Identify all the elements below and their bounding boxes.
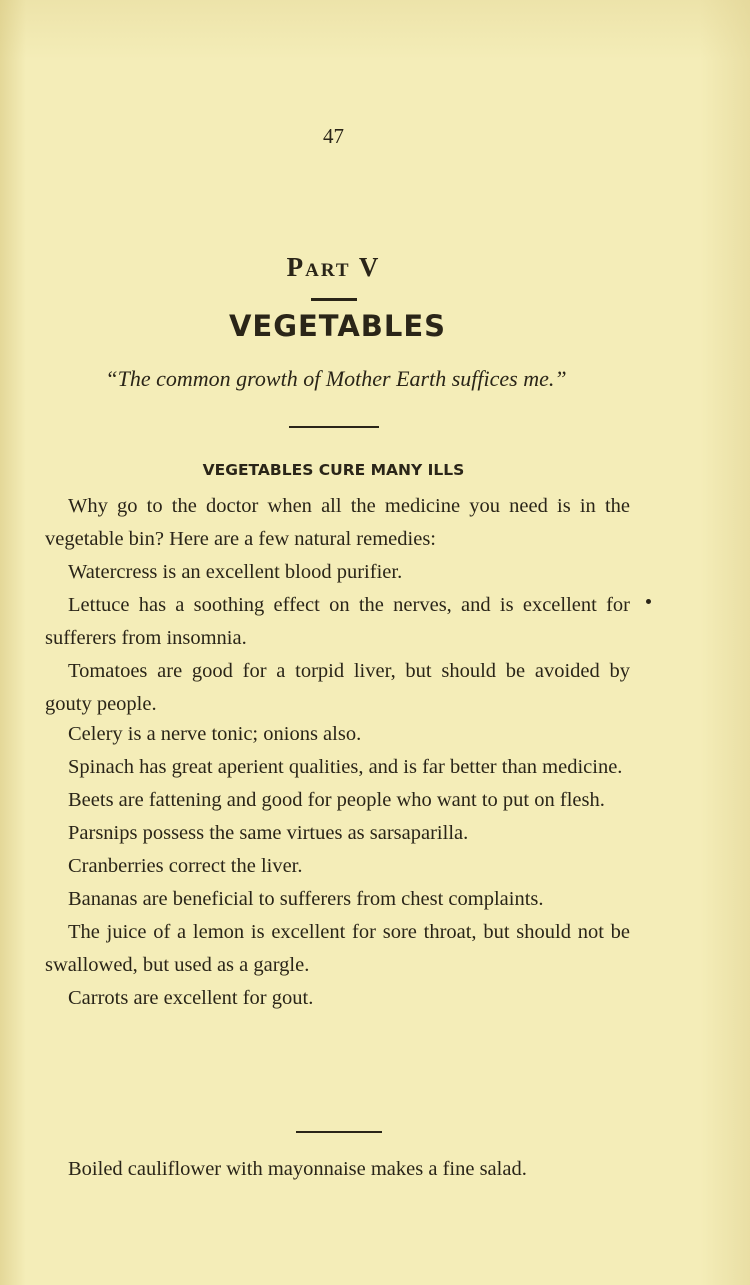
paragraph: Carrots are excellent for gout. (68, 987, 314, 1009)
closing-line: Boiled cauliflower with mayonnaise makes a fine salad. (68, 1158, 527, 1180)
paragraph: Lettuce has a soothing effect on the nerves, and is excellent for sufferers from insomnia. (45, 594, 630, 649)
paragraph: Bananas are beneficial to sufferers from chest complaints. (68, 888, 544, 910)
subheading: VEGETABLES CURE MANY ILLS (202, 461, 465, 479)
page-number: 47 (323, 124, 344, 148)
paragraph: The juice of a lemon is excellent for sore throat, but should not be swallowed, but used as a gargle. (45, 921, 630, 976)
part-heading: Part V (286, 252, 381, 282)
divider-rule (296, 1131, 382, 1133)
epigraph-quote: “The common growth of Mother Earth suffices me.” (105, 366, 567, 391)
margin-mark (646, 599, 651, 604)
paragraph: Spinach has great aperient qualities, and is far better than medicine. (68, 756, 623, 778)
divider-rule (311, 298, 357, 301)
paragraph: Beets are fattening and good for people who want to put on flesh. (68, 789, 605, 811)
paragraph: Cranberries correct the liver. (68, 855, 303, 877)
paragraph: Celery is a nerve tonic; onions also. (68, 723, 362, 745)
paragraph: Tomatoes are good for a torpid liver, but should be avoided by gouty people. (45, 660, 630, 715)
section-title: VEGETABLES (228, 309, 447, 343)
paragraph: Why go to the doctor when all the medicine you need is in the vegetable bin? Here are a few natural remedies: (45, 495, 630, 550)
paragraph: Parsnips possess the same virtues as sarsaparilla. (68, 822, 469, 844)
paragraph: Watercress is an excellent blood purifier. (68, 561, 403, 583)
body-text (45, 490, 630, 1015)
divider-rule (289, 426, 379, 428)
